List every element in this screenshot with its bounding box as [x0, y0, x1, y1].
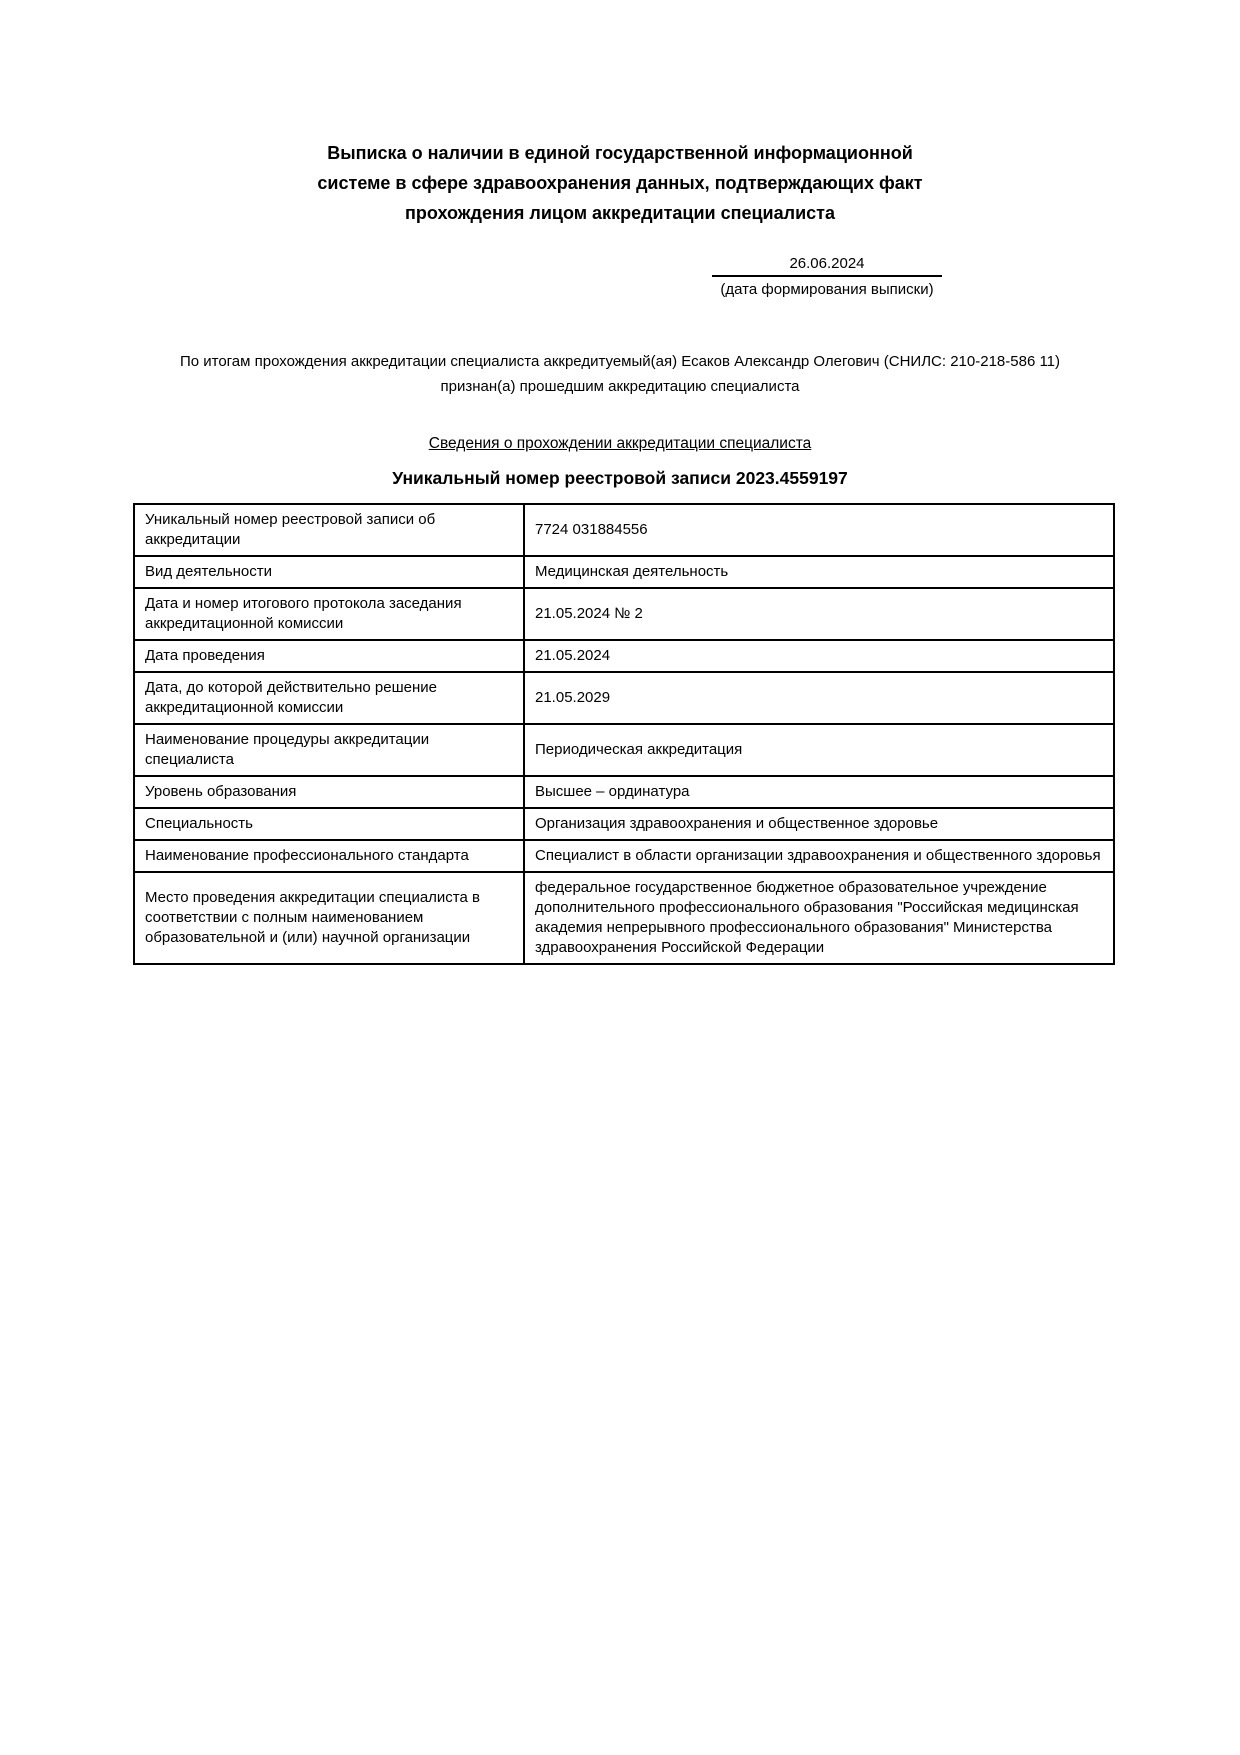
section-heading: Сведения о прохождении аккредитации специалиста	[428, 435, 812, 452]
row-label: Специальность	[134, 808, 524, 840]
table-row-protocol	[134, 588, 1114, 640]
row-value: Организация здравоохранения и общественное здоровье	[524, 808, 1114, 840]
table-row-education-level	[134, 776, 1114, 808]
row-value: Высшее – ординатура	[524, 776, 1114, 808]
row-label: Дата и номер итогового протокола заседания аккредитационной комиссии	[134, 588, 524, 640]
row-label: Вид деятельности	[134, 556, 524, 588]
table-row-valid-until	[134, 672, 1114, 724]
row-label: Уровень образования	[134, 776, 524, 808]
row-value: Медицинская деятельность	[524, 556, 1114, 588]
row-value: федеральное государственное бюджетное образовательное учреждение дополнительного профессионального образования "Российская медицинская академия непрерывного профессионального образования" Министерства здравоохранения Российской Федерации	[524, 872, 1114, 964]
accreditation-statement-line-1: По итогам прохождения аккредитации специалиста аккредитуемый(ая) Есаков Александр Олегович (СНИЛС: 210-218-586 11)	[179, 353, 1061, 370]
document-title-line-1: Выписка о наличии в единой государственной информационной	[327, 143, 913, 163]
generation-date-caption: (дата формирования выписки)	[720, 281, 934, 298]
table-row-specialty	[134, 808, 1114, 840]
table-row-accreditation-place	[134, 872, 1114, 964]
accreditation-table	[133, 503, 1115, 965]
row-label: Дата проведения	[134, 640, 524, 672]
generation-date-block	[712, 254, 942, 299]
table-row-professional-standard	[134, 840, 1114, 872]
row-value: 7724 031884556	[524, 504, 1114, 556]
row-value: Специалист в области организации здравоохранения и общественного здоровья	[524, 840, 1114, 872]
row-label: Наименование процедуры аккредитации специалиста	[134, 724, 524, 776]
document-title-line-3: прохождения лицом аккредитации специалиста	[405, 203, 835, 223]
accreditation-statement	[0, 349, 1240, 399]
document-title-line-2: системе в сфере здравоохранения данных, подтверждающих факт	[317, 173, 923, 193]
row-value: 21.05.2024	[524, 640, 1114, 672]
accreditation-statement-line-2: признан(а) прошедшим аккредитацию специалиста	[440, 378, 800, 395]
row-label: Дата, до которой действительно решение аккредитационной комиссии	[134, 672, 524, 724]
generation-date: 26.06.2024	[712, 254, 942, 277]
row-value: 21.05.2029	[524, 672, 1114, 724]
row-label: Место проведения аккредитации специалиста в соответствии с полным наименованием образовательной и (или) научной организации	[134, 872, 524, 964]
document-title	[0, 0, 1240, 228]
table-row-registry-number	[134, 504, 1114, 556]
row-label: Наименование профессионального стандарта	[134, 840, 524, 872]
table-row-date-held	[134, 640, 1114, 672]
row-label: Уникальный номер реестровой записи об аккредитации	[134, 504, 524, 556]
row-value: 21.05.2024 № 2	[524, 588, 1114, 640]
table-row-activity-type	[134, 556, 1114, 588]
row-value: Периодическая аккредитация	[524, 724, 1114, 776]
table-row-procedure-name	[134, 724, 1114, 776]
registry-record-heading: Уникальный номер реестровой записи 2023.4559197	[392, 468, 848, 488]
